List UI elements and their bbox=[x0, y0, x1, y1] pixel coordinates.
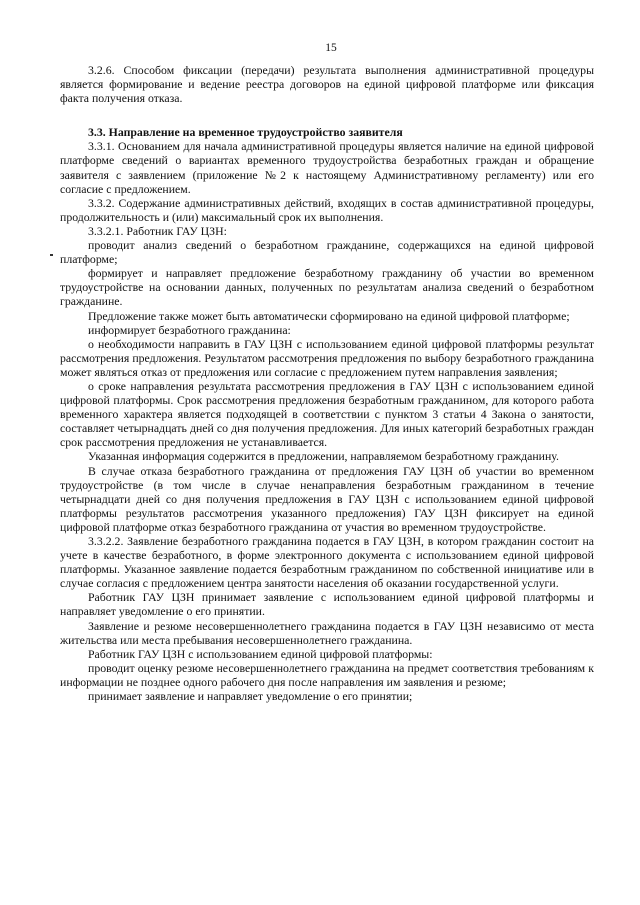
paragraph-deadline: о сроке направления результата рассмотрения предложения в ГАУ ЦЗН с использованием единой цифровой платформы. Срок рассмотрения предложения безработным гражданином, для которого работа временного характера является подходящей в соответствии с пунктом 3 статьи 4 Закона о занятости, составляет четырнадцать дней со дня получения предложения. Для иных категорий безработных граждан срок рассмотрения предложения не устанавливается. bbox=[60, 378, 594, 450]
paragraph-minor-application: Заявление и резюме несовершеннолетнего гражданина подается в ГАУ ЦЗН независимо от места жительства или места пребывания несовершеннолетнего гражданина. bbox=[60, 618, 594, 647]
paragraph-auto-offer: Предложение также может быть автоматически сформировано на единой цифровой платформе; bbox=[88, 308, 570, 323]
paragraph-accepts: Работник ГАУ ЦЗН принимает заявление с использованием единой цифровой платформы и направляет уведомление о его принятии. bbox=[60, 590, 594, 619]
paragraph-3-3-2-2: 3.3.2.2. Заявление безработного гражданина подается в ГАУ ЦЗН, в котором гражданин состоит на учете в качестве безработного, в форме электронного документа с использованием единой цифровой платформы. Указанное заявление подается безработным гражданином по собственной инициативе или в случае согласия с предложением центра занятости населения об оказании государственной услуги. bbox=[60, 534, 594, 591]
paragraph-worker-platform: Работник ГАУ ЦЗН с использованием единой цифровой платформы: bbox=[88, 646, 433, 661]
paragraph-3-3-1: 3.3.1. Основанием для начала административной процедуры является наличие на единой цифровой платформе сведений о вариантах временного трудоустройства безработных граждан и обращение заявителя с заявлением (приложение №2 к настоящему Административному регламенту) или его согласие с предложением. bbox=[60, 139, 594, 196]
margin-mark bbox=[50, 254, 53, 256]
paragraph-analysis: проводит анализ сведений о безработном гражданине, содержащихся на единой цифровой платформе; bbox=[60, 238, 594, 267]
section-heading: 3.3. Направление на временное трудоустройство заявителя bbox=[88, 125, 403, 140]
paragraph-accepts-notifies: принимает заявление и направляет уведомление о его принятии; bbox=[88, 689, 413, 704]
paragraph-3-2-6: 3.2.6. Способом фиксации (передачи) результата выполнения административной процедуры является формирование и ведение реестра договоров на единой цифровой платформе или фиксация факта получения отказа. bbox=[60, 63, 594, 106]
paragraph-resume-evaluation: проводит оценку резюме несовершеннолетнего гражданина на предмет соответствия требованиям к информации не позднее одного рабочего дня после направления им заявления и резюме; bbox=[60, 660, 594, 689]
paragraph-offer: формирует и направляет предложение безработному гражданину об участии во временном трудоустройстве на основании данных, полученных по результатам анализа сведений о безработном гражданине. bbox=[60, 266, 594, 309]
paragraph-info-contained: Указанная информация содержится в предложении, направляемом безработному гражданину. bbox=[88, 449, 559, 464]
paragraph-necessity: о необходимости направить в ГАУ ЦЗН с использованием единой цифровой платформы результат рассмотрения предложения. Результатом рассмотрения предложения по выбору безработного гражданина может являться отказ от предложения или согласие с предложением путем направления заявления; bbox=[60, 336, 594, 379]
paragraph-refusal: В случае отказа безработного гражданина от предложения ГАУ ЦЗН об участии во временном трудоустройстве (в том числе в случае ненаправления безработным гражданином в течение четырнадцати дней со дня получения предложения в ГАУ ЦЗН с использованием единой цифровой платформы результатов рассмотрения указанного предложения) ГАУ ЦЗН фиксирует на единой цифровой платформе отказ безработного гражданина от участия во временном трудоустройстве. bbox=[60, 463, 594, 534]
paragraph-informs: информирует безработного гражданина: bbox=[88, 322, 291, 337]
paragraph-3-3-2-1: 3.3.2.1. Работник ГАУ ЦЗН: bbox=[88, 223, 227, 238]
paragraph-3-3-2: 3.3.2. Содержание административных действий, входящих в состав административной процедуры, продолжительность и (или) максимальный срок их выполнения. bbox=[60, 195, 594, 224]
page-number: 15 bbox=[325, 42, 337, 54]
